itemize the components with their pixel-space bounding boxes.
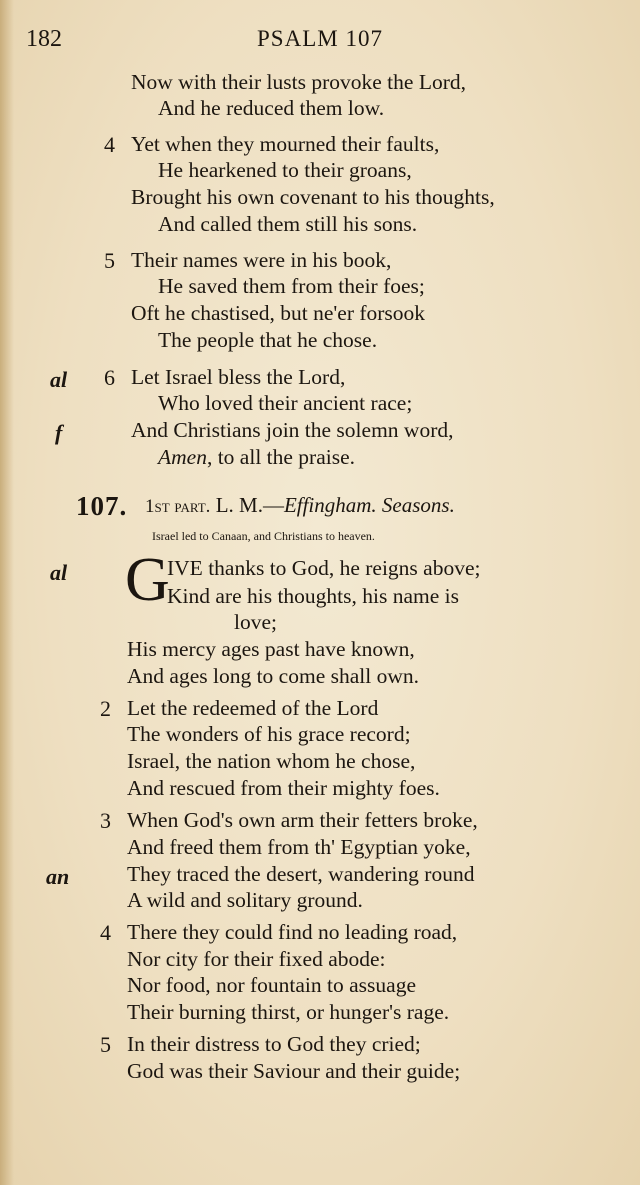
verse-number: 2 <box>100 696 111 721</box>
verse-line: Now with their lusts provoke the Lord, <box>131 70 466 94</box>
verse-line: And freed them from th' Egyptian yoke, <box>127 835 471 859</box>
dynamic-marking: an <box>46 864 70 889</box>
verse-line: Their names were in his book, <box>131 248 392 272</box>
verse-line: Brought his own covenant to his thoughts, <box>131 185 495 209</box>
hymn-number: 107. <box>76 491 128 521</box>
verse-line: Who loved their ancient race; <box>158 391 413 415</box>
verse-line: Amen, to all the praise. <box>158 445 356 469</box>
verse-line: They traced the desert, wandering round <box>127 862 475 886</box>
hymn-meter: L. M.— <box>215 493 284 517</box>
dynamic-marking: al <box>50 560 68 585</box>
verse-line: In their distress to God they cried; <box>127 1032 421 1056</box>
hymn-part: 1st part. <box>145 496 211 517</box>
verse-line: And ages long to come shall own. <box>127 664 419 688</box>
hymn-heading <box>145 493 455 518</box>
verse-number: 4 <box>100 920 111 945</box>
verse-number: 4 <box>104 132 115 157</box>
verse-line: The people that he chose. <box>158 328 378 352</box>
verse-line: Kind are his thoughts, his name is <box>167 584 460 608</box>
verse-line: Let Israel bless the Lord, <box>131 365 346 389</box>
verse-line: And he reduced them low. <box>158 96 385 120</box>
hymn-tunes: Effingham. Seasons. <box>283 493 455 517</box>
page-title: PSALM 107 <box>257 26 383 51</box>
verse-line: And called them still his sons. <box>158 212 418 236</box>
verse-number: 5 <box>104 248 115 273</box>
dynamic-marking: al <box>50 367 68 392</box>
verse-line: He hearkened to their groans, <box>158 158 412 182</box>
verse-number: 6 <box>104 365 115 390</box>
verse-line: And rescued from their mighty foes. <box>127 776 440 800</box>
page-number: 182 <box>26 26 62 52</box>
drop-cap: G <box>125 546 170 614</box>
verse-line: Yet when they mourned their faults, <box>131 132 440 156</box>
verse-line: love; <box>234 610 277 634</box>
verse-line: Their burning thirst, or hunger's rage. <box>127 1000 450 1024</box>
verse-line: And Christians join the solemn word, <box>131 418 454 442</box>
verse-line: When God's own arm their fetters broke, <box>127 808 478 832</box>
verse-line: His mercy ages past have known, <box>127 637 415 661</box>
verse-line: Nor food, nor fountain to assuage <box>127 973 416 997</box>
verse-line: He saved them from their foes; <box>158 274 425 298</box>
verse-line: Israel, the nation whom he chose, <box>127 749 416 773</box>
hymn-first-line: IVE thanks to God, he reigns above; <box>167 556 481 580</box>
dynamic-marking: f <box>55 420 63 445</box>
verse-number: 3 <box>100 808 111 833</box>
verse-line: Nor city for their fixed abode: <box>127 947 386 971</box>
verse-line: Oft he chastised, but ne'er forsook <box>131 301 426 325</box>
verse-line: A wild and solitary ground. <box>127 888 363 912</box>
verse-line: The wonders of his grace record; <box>127 722 411 746</box>
verse-line: Let the redeemed of the Lord <box>127 696 379 720</box>
page-edge-shadow <box>0 0 14 1185</box>
verse-line: God was their Saviour and their guide; <box>127 1059 461 1083</box>
hymn-subtitle: Israel led to Canaan, and Christians to heaven. <box>152 529 375 543</box>
verse-line: There they could find no leading road, <box>127 920 458 944</box>
verse-number: 5 <box>100 1032 111 1057</box>
